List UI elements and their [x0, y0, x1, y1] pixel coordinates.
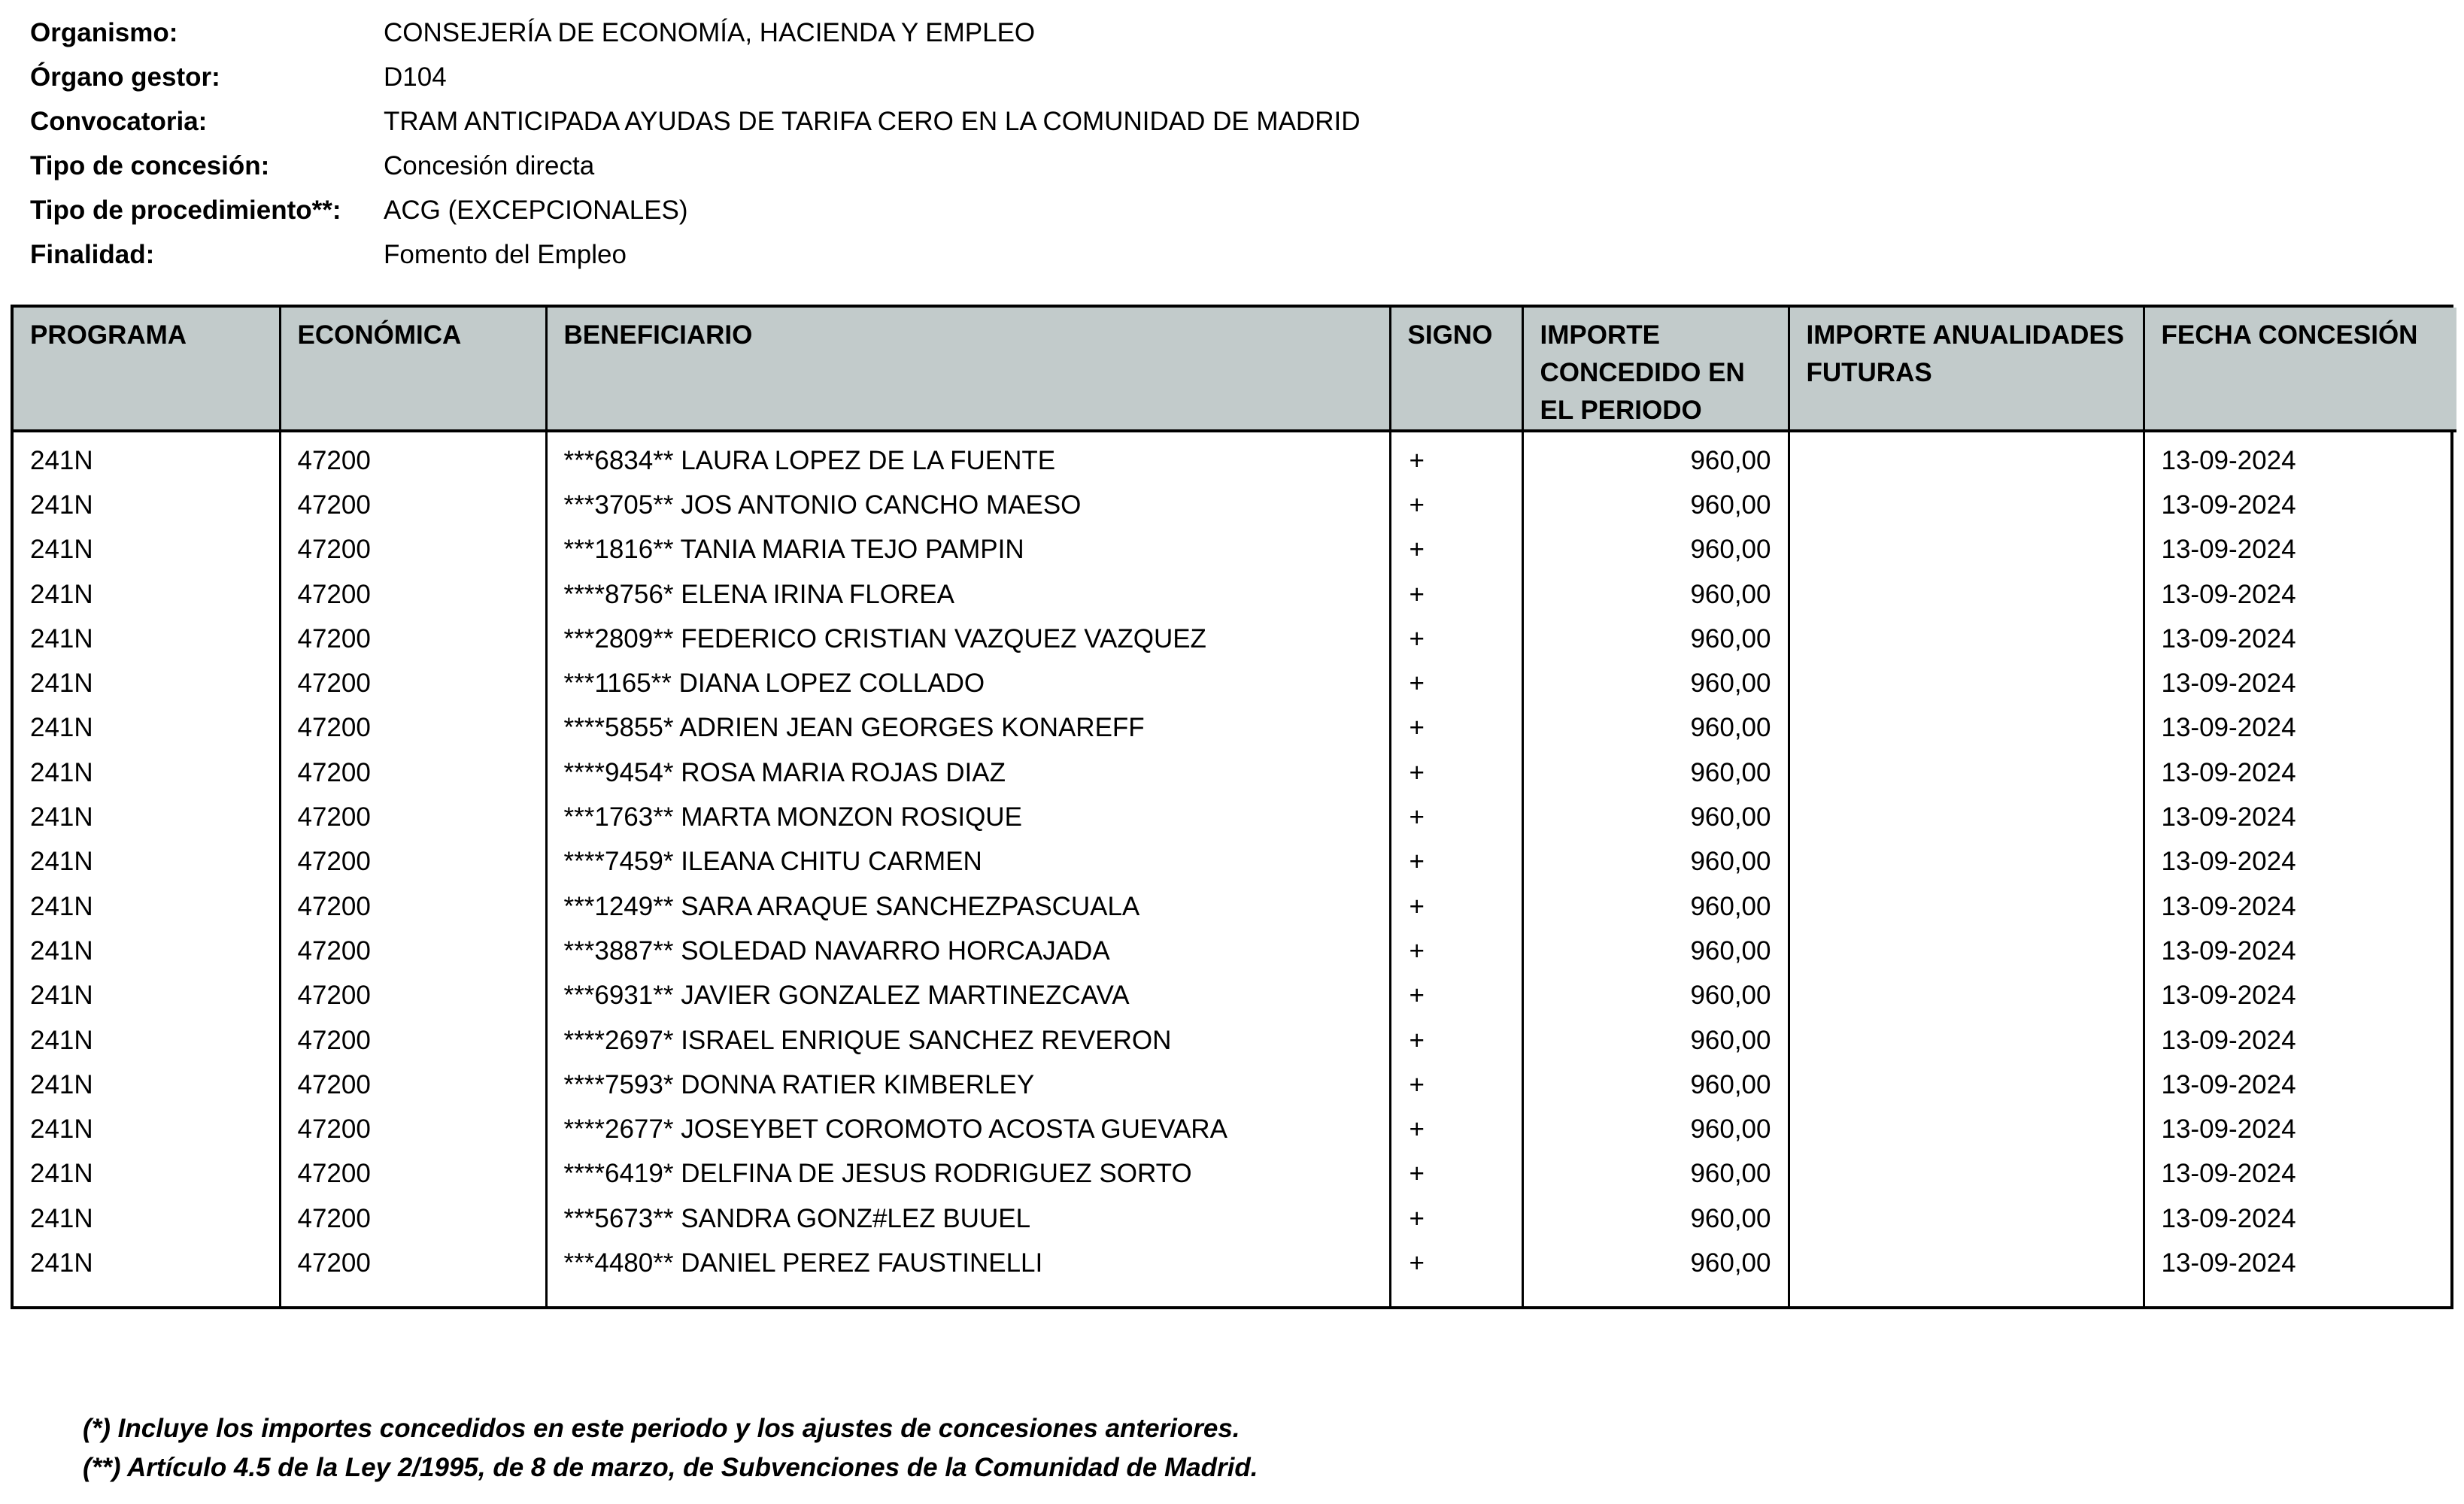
table-row	[14, 1196, 2456, 1241]
economica-cell: 47200	[280, 431, 546, 483]
table-row	[14, 1107, 2456, 1151]
fecha-concesion-cell: 13-09-2024	[2161, 935, 2296, 966]
table-row	[14, 572, 2456, 617]
beneficiario-cell: ****6419* DELFINA DE JESUS RODRIGUEZ SORTO	[546, 1152, 1390, 1196]
programa-cell: 241N	[14, 1196, 280, 1241]
programa-cell: 241N	[14, 661, 280, 705]
importe-anualidades-cell	[1789, 750, 2144, 795]
economica-cell: 47200	[280, 750, 546, 795]
signo-cell: +	[1390, 795, 1522, 839]
concessions-table	[14, 308, 2456, 1306]
importe-concedido-cell: 960,00	[1522, 483, 1789, 527]
header-signo: SIGNO	[1390, 308, 1522, 431]
importe-concedido-cell: 960,00	[1522, 431, 1789, 483]
table-row	[14, 1152, 2456, 1196]
footnote-1: (*) Incluye los importes concedidos en este periodo y los ajustes de concesiones anteriores.	[83, 1414, 1240, 1443]
beneficiario-cell: ****2677* JOSEYBET COROMOTO ACOSTA GUEVARA	[546, 1107, 1390, 1151]
fecha-concesion-cell: 13-09-2024	[2161, 981, 2296, 1011]
fecha-concesion-cell: 13-09-2024	[2161, 713, 2296, 743]
header-importe-anualidades: IMPORTE ANUALIDADES FUTURAS	[1789, 308, 2144, 431]
signo-cell: +	[1390, 661, 1522, 705]
header-importe-concedido: IMPORTE CONCEDIDO EN EL PERIODO	[1522, 308, 1789, 431]
signo-cell: +	[1390, 884, 1522, 929]
beneficiario-cell: ***1816** TANIA MARIA TEJO PAMPIN	[546, 528, 1390, 572]
signo-cell: +	[1390, 617, 1522, 661]
meta-label: Convocatoria:	[30, 106, 208, 136]
fecha-concesion-cell: 13-09-2024	[2161, 579, 2296, 609]
table-row	[14, 1063, 2456, 1107]
beneficiario-cell: ***6931** JAVIER GONZALEZ MARTINEZCAVA	[546, 974, 1390, 1018]
table-row	[14, 661, 2456, 705]
beneficiario-cell: ***1165** DIANA LOPEZ COLLADO	[546, 661, 1390, 705]
programa-cell: 241N	[14, 431, 280, 483]
programa-cell: 241N	[14, 974, 280, 1018]
meta-value: TRAM ANTICIPADA AYUDAS DE TARIFA CERO EN LA COMUNIDAD DE MADRID	[384, 106, 1361, 136]
signo-cell: +	[1390, 750, 1522, 795]
fecha-concesion-cell: 13-09-2024	[2161, 802, 2296, 832]
beneficiario-cell: ***5673** SANDRA GONZ#LEZ BUUEL	[546, 1196, 1390, 1241]
importe-concedido-cell: 960,00	[1522, 974, 1789, 1018]
meta-label: Tipo de concesión:	[30, 150, 270, 180]
programa-cell: 241N	[14, 1107, 280, 1151]
importe-concedido-cell: 960,00	[1522, 1152, 1789, 1196]
economica-cell: 47200	[280, 1107, 546, 1151]
meta-label: Tipo de procedimiento**:	[30, 195, 341, 225]
programa-cell: 241N	[14, 795, 280, 839]
empty-cell	[1522, 1286, 1789, 1306]
economica-cell: 47200	[280, 483, 546, 527]
importe-anualidades-cell	[1789, 617, 2144, 661]
meta-label: Órgano gestor:	[30, 62, 220, 92]
beneficiario-cell: ***3887** SOLEDAD NAVARRO HORCAJADA	[546, 929, 1390, 973]
table-row	[14, 974, 2456, 1018]
importe-concedido-cell: 960,00	[1522, 1107, 1789, 1151]
header-fecha-concesion: FECHA CONCESIÓN	[2144, 308, 2456, 431]
importe-anualidades-cell	[1789, 884, 2144, 929]
programa-cell: 241N	[14, 706, 280, 750]
programa-cell: 241N	[14, 884, 280, 929]
importe-concedido-cell: 960,00	[1522, 572, 1789, 617]
economica-cell: 47200	[280, 1152, 546, 1196]
fecha-concesion-cell: 13-09-2024	[2161, 757, 2296, 787]
table-row	[14, 750, 2456, 795]
economica-cell: 47200	[280, 706, 546, 750]
importe-anualidades-cell	[1789, 795, 2144, 839]
importe-anualidades-cell	[1789, 572, 2144, 617]
signo-cell: +	[1390, 840, 1522, 884]
meta-label: Finalidad:	[30, 239, 155, 269]
programa-cell: 241N	[14, 1241, 280, 1285]
empty-cell	[1390, 1286, 1522, 1306]
beneficiario-cell: ****7593* DONNA RATIER KIMBERLEY	[546, 1063, 1390, 1107]
beneficiario-cell: ***4480** DANIEL PEREZ FAUSTINELLI	[546, 1241, 1390, 1285]
table-row	[14, 795, 2456, 839]
meta-row	[30, 144, 1360, 188]
meta-value: D104	[384, 62, 447, 92]
table-row	[14, 1018, 2456, 1063]
empty-cell	[2144, 1286, 2456, 1306]
beneficiario-cell: ***6834** LAURA LOPEZ DE LA FUENTE	[546, 431, 1390, 483]
meta-row	[30, 188, 1360, 232]
economica-cell: 47200	[280, 929, 546, 973]
economica-cell: 47200	[280, 1063, 546, 1107]
beneficiario-cell: ***3705** JOS ANTONIO CANCHO MAESO	[546, 483, 1390, 527]
programa-cell: 241N	[14, 1018, 280, 1063]
fecha-concesion-cell: 13-09-2024	[2161, 623, 2296, 653]
meta-value: Fomento del Empleo	[384, 239, 627, 269]
table-row	[14, 840, 2456, 884]
table-row	[14, 483, 2456, 527]
meta-row	[30, 55, 1360, 99]
importe-anualidades-cell	[1789, 1152, 2144, 1196]
importe-anualidades-cell	[1789, 929, 2144, 973]
importe-anualidades-cell	[1789, 431, 2144, 483]
economica-cell: 47200	[280, 884, 546, 929]
signo-cell: +	[1390, 974, 1522, 1018]
importe-concedido-cell: 960,00	[1522, 1063, 1789, 1107]
economica-cell: 47200	[280, 974, 546, 1018]
importe-concedido-cell: 960,00	[1522, 884, 1789, 929]
table-row	[14, 617, 2456, 661]
signo-cell: +	[1390, 929, 1522, 973]
signo-cell: +	[1390, 1107, 1522, 1151]
importe-concedido-cell: 960,00	[1522, 1018, 1789, 1063]
fecha-concesion-cell: 13-09-2024	[2161, 1069, 2296, 1099]
beneficiario-cell: ****9454* ROSA MARIA ROJAS DIAZ	[546, 750, 1390, 795]
programa-cell: 241N	[14, 528, 280, 572]
meta-row	[30, 11, 1360, 55]
fecha-concesion-cell: 13-09-2024	[2161, 1025, 2296, 1055]
importe-concedido-cell: 960,00	[1522, 1196, 1789, 1241]
beneficiario-cell: ****8756* ELENA IRINA FLOREA	[546, 572, 1390, 617]
programa-cell: 241N	[14, 1063, 280, 1107]
importe-concedido-cell: 960,00	[1522, 706, 1789, 750]
importe-anualidades-cell	[1789, 1107, 2144, 1151]
importe-concedido-cell: 960,00	[1522, 795, 1789, 839]
programa-cell: 241N	[14, 572, 280, 617]
importe-concedido-cell: 960,00	[1522, 840, 1789, 884]
document-metadata	[30, 11, 1360, 277]
table-row	[14, 431, 2456, 483]
beneficiario-cell: ***1763** MARTA MONZON ROSIQUE	[546, 795, 1390, 839]
economica-cell: 47200	[280, 1241, 546, 1285]
signo-cell: +	[1390, 483, 1522, 527]
fecha-concesion-cell: 13-09-2024	[2161, 1248, 2296, 1278]
fecha-concesion-cell: 13-09-2024	[2161, 1159, 2296, 1189]
meta-label: Organismo:	[30, 17, 178, 47]
programa-cell: 241N	[14, 750, 280, 795]
programa-cell: 241N	[14, 1152, 280, 1196]
fecha-concesion-cell: 13-09-2024	[2161, 1203, 2296, 1233]
importe-anualidades-cell	[1789, 483, 2144, 527]
economica-cell: 47200	[280, 661, 546, 705]
beneficiario-cell: ****2697* ISRAEL ENRIQUE SANCHEZ REVERON	[546, 1018, 1390, 1063]
signo-cell: +	[1390, 528, 1522, 572]
header-beneficiario: BENEFICIARIO	[546, 308, 1390, 431]
empty-cell	[1789, 1286, 2144, 1306]
beneficiario-cell: ***2809** FEDERICO CRISTIAN VAZQUEZ VAZQUEZ	[546, 617, 1390, 661]
fecha-concesion-cell: 13-09-2024	[2161, 490, 2296, 520]
footnotes	[83, 1409, 1258, 1487]
programa-cell: 241N	[14, 617, 280, 661]
table-filler-row	[14, 1286, 2456, 1306]
beneficiario-cell: ****5855* ADRIEN JEAN GEORGES KONAREFF	[546, 706, 1390, 750]
economica-cell: 47200	[280, 572, 546, 617]
importe-concedido-cell: 960,00	[1522, 661, 1789, 705]
importe-anualidades-cell	[1789, 1241, 2144, 1285]
fecha-concesion-cell: 13-09-2024	[2161, 535, 2296, 565]
economica-cell: 47200	[280, 840, 546, 884]
beneficiario-cell: ***1249** SARA ARAQUE SANCHEZPASCUALA	[546, 884, 1390, 929]
programa-cell: 241N	[14, 483, 280, 527]
table-header-row	[14, 308, 2456, 431]
table-row	[14, 929, 2456, 973]
importe-anualidades-cell	[1789, 840, 2144, 884]
table-row	[14, 884, 2456, 929]
beneficiario-cell: ****7459* ILEANA CHITU CARMEN	[546, 840, 1390, 884]
importe-anualidades-cell	[1789, 661, 2144, 705]
programa-cell: 241N	[14, 840, 280, 884]
meta-value: Concesión directa	[384, 150, 595, 180]
fecha-concesion-cell: 13-09-2024	[2161, 847, 2296, 877]
fecha-concesion-cell: 13-09-2024	[2161, 669, 2296, 699]
importe-anualidades-cell	[1789, 1018, 2144, 1063]
signo-cell: +	[1390, 572, 1522, 617]
importe-concedido-cell: 960,00	[1522, 528, 1789, 572]
importe-concedido-cell: 960,00	[1522, 617, 1789, 661]
signo-cell: +	[1390, 1063, 1522, 1107]
importe-anualidades-cell	[1789, 706, 2144, 750]
meta-value: ACG (EXCEPCIONALES)	[384, 195, 688, 225]
economica-cell: 47200	[280, 1018, 546, 1063]
footnote-2: (**) Artículo 4.5 de la Ley 2/1995, de 8 de marzo, de Subvenciones de la Comunidad de Madrid.	[83, 1453, 1258, 1482]
economica-cell: 47200	[280, 795, 546, 839]
table-row	[14, 706, 2456, 750]
table-row	[14, 528, 2456, 572]
concessions-table-container	[11, 305, 2453, 1309]
signo-cell: +	[1390, 1196, 1522, 1241]
importe-anualidades-cell	[1789, 1196, 2144, 1241]
signo-cell: +	[1390, 1152, 1522, 1196]
economica-cell: 47200	[280, 1196, 546, 1241]
header-programa: PROGRAMA	[14, 308, 280, 431]
signo-cell: +	[1390, 706, 1522, 750]
fecha-concesion-cell: 13-09-2024	[2161, 1114, 2296, 1145]
importe-concedido-cell: 960,00	[1522, 750, 1789, 795]
importe-concedido-cell: 960,00	[1522, 929, 1789, 973]
signo-cell: +	[1390, 1241, 1522, 1285]
signo-cell: +	[1390, 1018, 1522, 1063]
empty-cell	[546, 1286, 1390, 1306]
importe-anualidades-cell	[1789, 528, 2144, 572]
header-economica: ECONÓMICA	[280, 308, 546, 431]
fecha-concesion-cell: 13-09-2024	[2161, 891, 2296, 921]
signo-cell: +	[1390, 431, 1522, 483]
programa-cell: 241N	[14, 929, 280, 973]
economica-cell: 47200	[280, 528, 546, 572]
economica-cell: 47200	[280, 617, 546, 661]
empty-cell	[280, 1286, 546, 1306]
empty-cell	[14, 1286, 280, 1306]
meta-row	[30, 232, 1360, 277]
fecha-concesion-cell: 13-09-2024	[2161, 445, 2296, 475]
table-row	[14, 1241, 2456, 1285]
importe-concedido-cell: 960,00	[1522, 1241, 1789, 1285]
meta-row	[30, 99, 1360, 144]
importe-anualidades-cell	[1789, 974, 2144, 1018]
importe-anualidades-cell	[1789, 1063, 2144, 1107]
meta-value: CONSEJERÍA DE ECONOMÍA, HACIENDA Y EMPLEO	[384, 17, 1036, 47]
